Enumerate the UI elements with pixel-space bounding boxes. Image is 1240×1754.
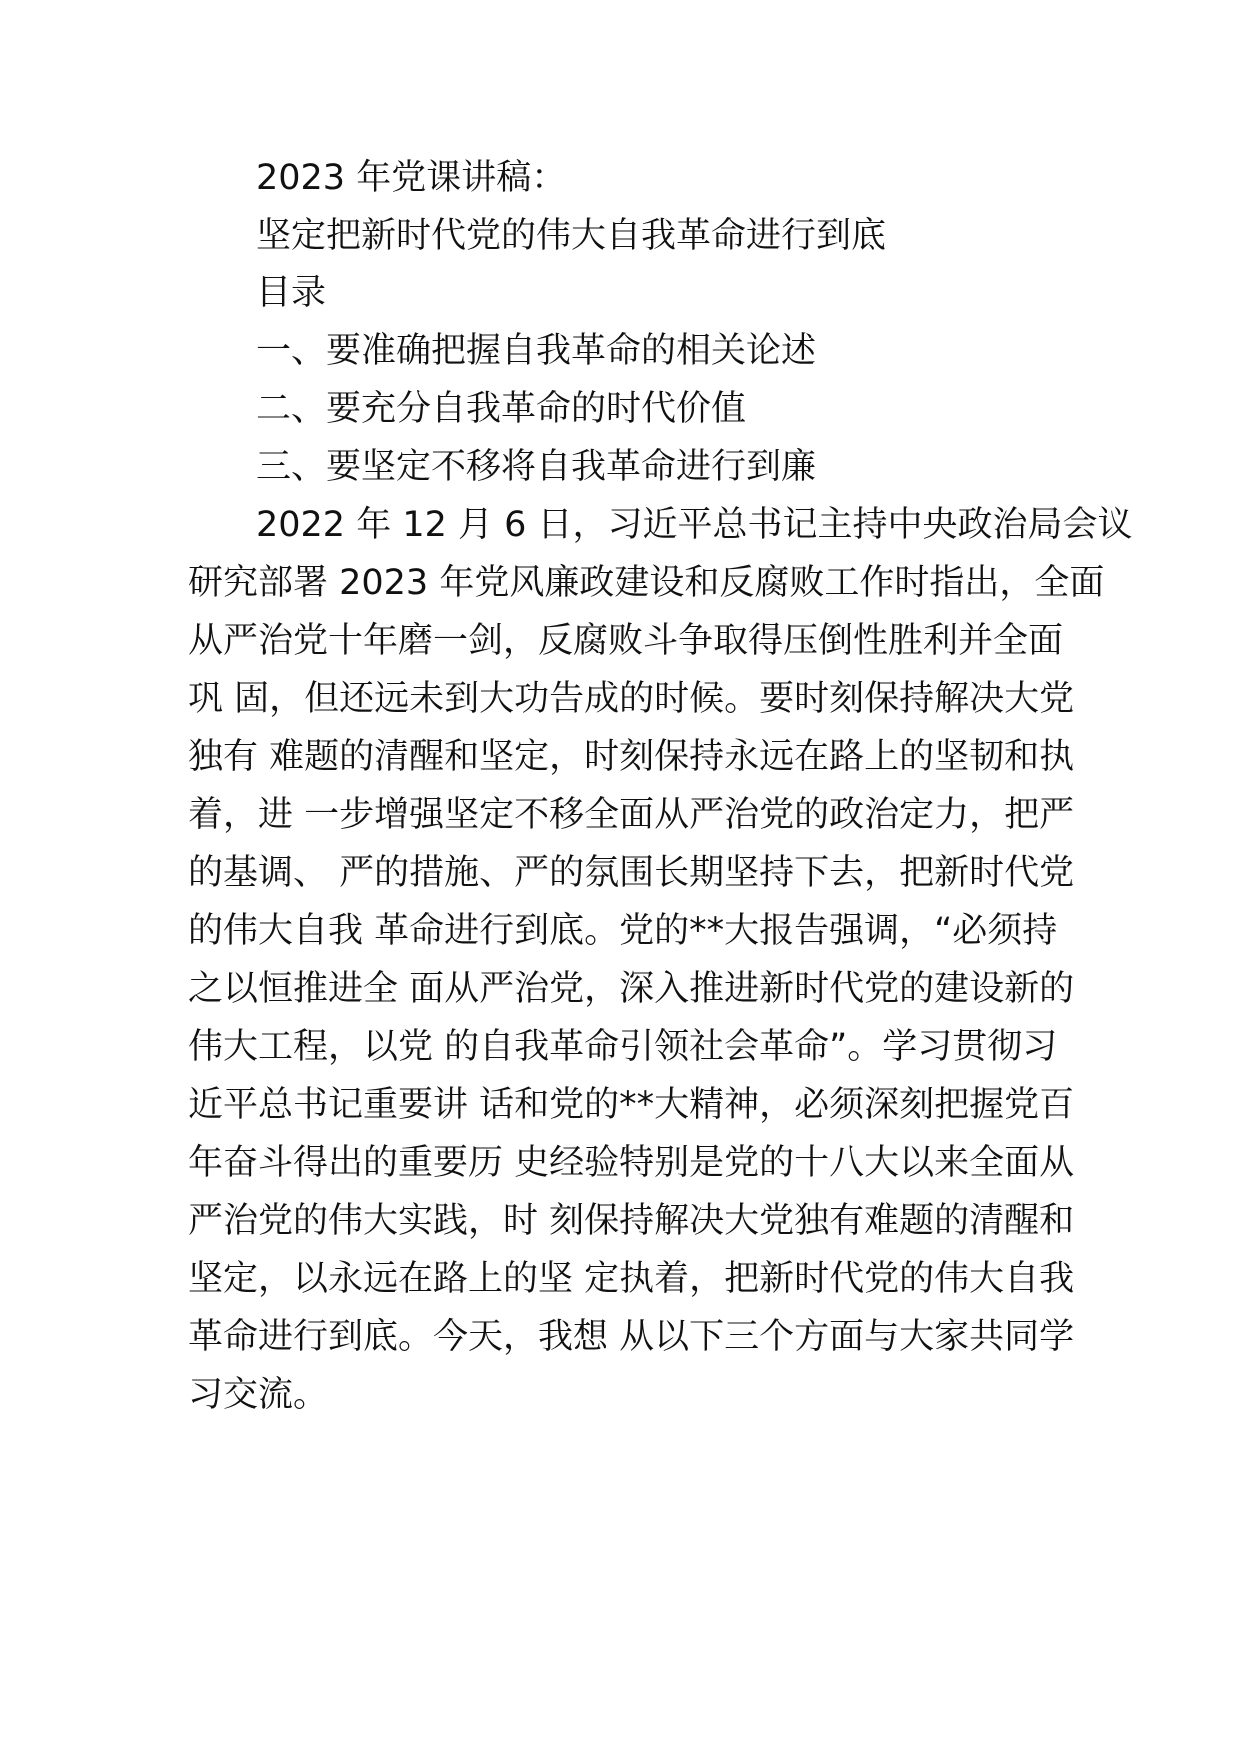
paragraph-line: 从严治党十年磨一剑，反腐败斗争取得压倒性胜利并全面 <box>188 621 1064 661</box>
toc-item-1: 一、要准确把握自我革命的相关论述 <box>256 331 817 371</box>
paragraph-line: 革命进行到底。今天，我想 从以下三个方面与大家共同学 <box>188 1317 1075 1357</box>
paragraph-line: 习交流。 <box>188 1375 329 1415</box>
subtitle-year: 2023 年党课讲稿： <box>256 158 567 198</box>
document-title: 坚定把新时代党的伟大自我革命进行到底 <box>256 216 887 256</box>
toc-heading: 目录 <box>256 273 327 313</box>
paragraph-line: 伟大工程，以党 的自我革命引领社会革命”。学习贯彻习 <box>188 1027 1058 1067</box>
paragraph-line: 严治党的伟大实践，时 刻保持解决大党独有难题的清醒和 <box>188 1201 1075 1241</box>
paragraph-line: 近平总书记重要讲 话和党的**大精神，必须深刻把握党百 <box>188 1085 1075 1125</box>
paragraph-line: 之以恒推进全 面从严治党，深入推进新时代党的建设新的 <box>188 969 1075 1009</box>
paragraph-line: 的基调、 严的措施、严的氛围长期坚持下去，把新时代党 <box>188 853 1075 893</box>
toc-item-3: 三、要坚定不移将自我革命进行到廉 <box>256 447 817 487</box>
paragraph-line: 着，进 一步增强坚定不移全面从严治党的政治定力，把严 <box>188 795 1075 835</box>
paragraph-line: 坚定，以永远在路上的坚 定执着，把新时代党的伟大自我 <box>188 1259 1075 1299</box>
paragraph-line: 独有 难题的清醒和坚定，时刻保持永远在路上的坚韧和执 <box>188 737 1075 777</box>
paragraph-line: 巩 固，但还远未到大功告成的时候。要时刻保持解决大党 <box>188 679 1075 719</box>
paragraph-line: 2022 年 12 月 6 日，习近平总书记主持中央政治局会议 <box>256 505 1133 545</box>
paragraph-line: 年奋斗得出的重要历 史经验特别是党的十八大以来全面从 <box>188 1143 1075 1183</box>
paragraph-line: 的伟大自我 革命进行到底。党的**大报告强调，“必须持 <box>188 911 1058 951</box>
toc-item-2: 二、要充分自我革命的时代价值 <box>256 389 747 429</box>
paragraph-line: 研究部署 2023 年党风廉政建设和反腐败工作时指出，全面 <box>188 563 1105 603</box>
